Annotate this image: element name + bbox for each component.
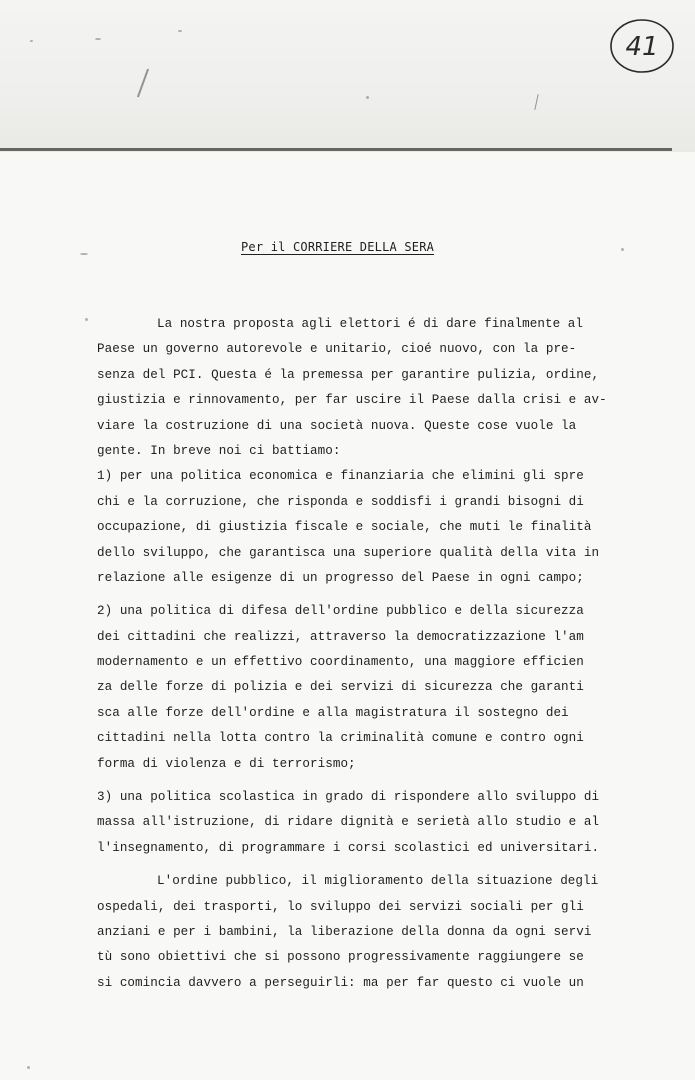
text-line: l'insegnamento, di programmare i corsi scolastici ed universitari.	[97, 840, 600, 855]
text-line: Paese un governo autorevole e unitario, cioé nuovo, con la pre-	[97, 342, 577, 357]
text-line: ospedali, dei trasporti, lo sviluppo dei servizi sociali per gli	[97, 899, 584, 914]
text-line: giustizia e rinnovamento, per far uscire il Paese dalla crisi e av-	[97, 393, 607, 408]
page-number: 41	[625, 32, 659, 62]
text-line: occupazione, di giustizia fiscale e sociale, che muti le finalità	[97, 520, 592, 535]
text-line: anziani e per i bambini, la liberazione della donna da ogni servi	[97, 924, 592, 939]
text-line: massa all'istruzione, di ridare dignità e serietà allo studio e al	[97, 815, 600, 830]
scan-speck	[621, 248, 624, 251]
text-line: 1) per una politica economica e finanziaria che elimini gli spre	[97, 469, 584, 484]
scan-speck	[178, 30, 182, 32]
text-line: L'ordine pubblico, il miglioramento della situazione degli	[157, 874, 599, 889]
paragraph-gap	[97, 591, 652, 599]
text-line: 3) una politica scolastica in grado di rispondere allo sviluppo di	[97, 790, 600, 805]
text-line: viare la costruzione di una società nuova. Queste cose vuole la	[97, 418, 577, 433]
scan-speck	[27, 1066, 30, 1069]
text-line: za delle forze di polizia e dei servizi di sicurezza che garanti	[97, 680, 584, 695]
paragraph-gap	[97, 861, 652, 869]
text-line: sca alle forze dell'ordine e alla magistratura il sostegno dei	[97, 705, 569, 720]
text-line: dei cittadini che realizzi, attraverso la democratizzazione l'am	[97, 629, 584, 644]
text-line: senza del PCI. Questa é la premessa per garantire pulizia, ordine,	[97, 367, 600, 382]
scan-speck	[80, 253, 88, 255]
text-line: cittadini nella lotta contro la criminalità comune e contro ogni	[97, 731, 584, 746]
text-line: relazione alle esigenze di un progresso del Paese in ogni campo;	[97, 570, 584, 585]
text-line: gente. In breve noi ci battiamo:	[97, 443, 341, 458]
text-line: 2) una politica di difesa dell'ordine pubblico e della sicurezza	[97, 604, 584, 619]
text-line: si comincia davvero a perseguirli: ma per far questo ci vuole un	[97, 975, 584, 990]
text-line: tù sono obiettivi che si possono progressivamente raggiungere se	[97, 950, 584, 965]
scan-shadow-band	[0, 0, 695, 152]
circled-page-number	[606, 14, 678, 80]
text-line: La nostra proposta agli elettori é di dare finalmente al	[157, 317, 584, 331]
scan-speck	[366, 96, 369, 99]
scan-speck	[30, 40, 33, 42]
scan-speck	[85, 318, 88, 321]
text-line: modernamento e un effettivo coordinamento, una maggiore efficien	[97, 655, 584, 670]
document-title: Per il CORRIERE DELLA SERA	[241, 240, 435, 254]
fold-line	[0, 148, 672, 151]
paragraph-gap	[97, 777, 652, 785]
text-line: chi e la corruzione, che risponda e soddisfi i grandi bisogni di	[97, 494, 584, 509]
text-line: forma di violenza e di terrorismo;	[97, 756, 356, 771]
scan-speck	[95, 38, 101, 40]
text-line: dello sviluppo, che garantisca una superiore qualità della vita in	[97, 545, 600, 560]
document-body	[97, 312, 652, 996]
